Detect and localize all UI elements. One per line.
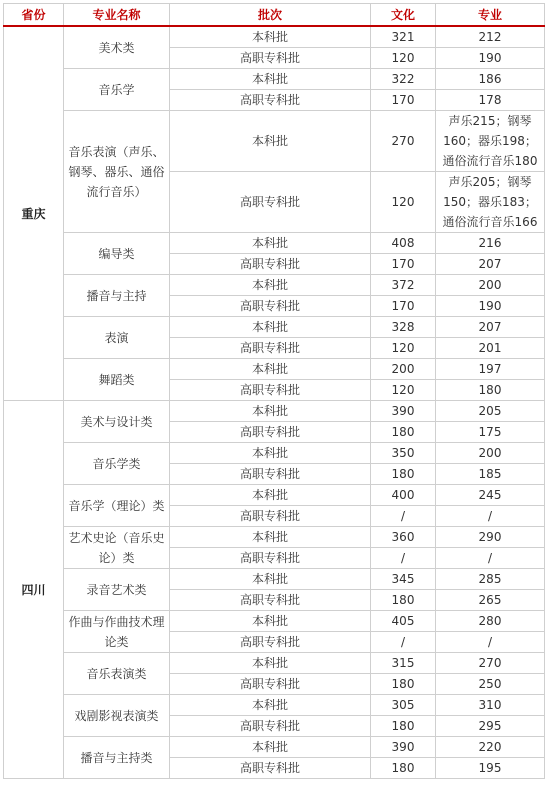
batch-cell: 高职专科批 <box>170 590 371 611</box>
culture-score: 315 <box>371 653 436 674</box>
table-row <box>4 653 545 674</box>
batch-cell: 高职专科批 <box>170 548 371 569</box>
table-row <box>4 26 545 48</box>
specialty-score: 290 <box>436 527 545 548</box>
major-cell: 作曲与作曲技术理论类 <box>64 611 170 653</box>
specialty-score: 200 <box>436 275 545 296</box>
batch-cell: 本科批 <box>170 443 371 464</box>
specialty-score: 190 <box>436 48 545 69</box>
specialty-score: 310 <box>436 695 545 716</box>
batch-cell: 本科批 <box>170 653 371 674</box>
major-cell: 音乐表演（声乐、钢琴、器乐、通俗流行音乐） <box>64 111 170 233</box>
specialty-score: 207 <box>436 317 545 338</box>
table-row <box>4 359 545 380</box>
culture-score: 350 <box>371 443 436 464</box>
culture-score: 390 <box>371 737 436 758</box>
culture-score: 405 <box>371 611 436 632</box>
major-cell: 音乐学类 <box>64 443 170 485</box>
header-major: 专业名称 <box>64 4 170 27</box>
specialty-score: 205 <box>436 401 545 422</box>
specialty-score: 207 <box>436 254 545 275</box>
major-cell: 戏剧影视表演类 <box>64 695 170 737</box>
culture-score: 180 <box>371 464 436 485</box>
culture-score: 180 <box>371 758 436 779</box>
batch-cell: 本科批 <box>170 695 371 716</box>
specialty-score: 197 <box>436 359 545 380</box>
batch-cell: 高职专科批 <box>170 422 371 443</box>
culture-score: 321 <box>371 26 436 48</box>
culture-score: 120 <box>371 172 436 233</box>
table-row <box>4 737 545 758</box>
specialty-score: 声乐215；钢琴160；器乐198；通俗流行音乐180 <box>436 111 545 172</box>
specialty-score: 200 <box>436 443 545 464</box>
batch-cell: 高职专科批 <box>170 674 371 695</box>
major-cell: 美术类 <box>64 26 170 69</box>
batch-cell: 高职专科批 <box>170 506 371 527</box>
specialty-score: 190 <box>436 296 545 317</box>
table-row <box>4 275 545 296</box>
batch-cell: 高职专科批 <box>170 758 371 779</box>
batch-cell: 本科批 <box>170 69 371 90</box>
culture-score: 170 <box>371 90 436 111</box>
batch-cell: 本科批 <box>170 737 371 758</box>
specialty-score: 250 <box>436 674 545 695</box>
table-row <box>4 695 545 716</box>
specialty-score: 295 <box>436 716 545 737</box>
specialty-score: 212 <box>436 26 545 48</box>
culture-score: 180 <box>371 674 436 695</box>
specialty-score: 180 <box>436 380 545 401</box>
batch-cell: 本科批 <box>170 111 371 172</box>
batch-cell: 高职专科批 <box>170 254 371 275</box>
table-header-row <box>4 4 545 27</box>
major-cell: 音乐表演类 <box>64 653 170 695</box>
batch-cell: 本科批 <box>170 359 371 380</box>
specialty-score: / <box>436 506 545 527</box>
batch-cell: 本科批 <box>170 569 371 590</box>
province-cell: 四川 <box>4 401 64 779</box>
specialty-score: 185 <box>436 464 545 485</box>
specialty-score: 175 <box>436 422 545 443</box>
batch-cell: 高职专科批 <box>170 632 371 653</box>
table-row <box>4 569 545 590</box>
major-cell: 表演 <box>64 317 170 359</box>
table-row <box>4 111 545 172</box>
table-row <box>4 485 545 506</box>
major-cell: 播音与主持类 <box>64 737 170 779</box>
culture-score: 200 <box>371 359 436 380</box>
table-row <box>4 611 545 632</box>
batch-cell: 本科批 <box>170 26 371 48</box>
specialty-score: 280 <box>436 611 545 632</box>
culture-score: 120 <box>371 338 436 359</box>
specialty-score: 220 <box>436 737 545 758</box>
culture-score: 120 <box>371 380 436 401</box>
culture-score: 120 <box>371 48 436 69</box>
major-cell: 编导类 <box>64 233 170 275</box>
culture-score: 270 <box>371 111 436 172</box>
culture-score: 372 <box>371 275 436 296</box>
batch-cell: 本科批 <box>170 275 371 296</box>
header-culture: 文化 <box>371 4 436 27</box>
culture-score: 322 <box>371 69 436 90</box>
batch-cell: 高职专科批 <box>170 172 371 233</box>
culture-score: 170 <box>371 254 436 275</box>
major-cell: 舞蹈类 <box>64 359 170 401</box>
batch-cell: 本科批 <box>170 233 371 254</box>
specialty-score: / <box>436 632 545 653</box>
batch-cell: 本科批 <box>170 401 371 422</box>
specialty-score: 270 <box>436 653 545 674</box>
specialty-score: 265 <box>436 590 545 611</box>
culture-score: 328 <box>371 317 436 338</box>
culture-score: / <box>371 506 436 527</box>
batch-cell: 高职专科批 <box>170 380 371 401</box>
culture-score: 390 <box>371 401 436 422</box>
header-province: 省份 <box>4 4 64 27</box>
batch-cell: 高职专科批 <box>170 338 371 359</box>
major-cell: 录音艺术类 <box>64 569 170 611</box>
specialty-score: 178 <box>436 90 545 111</box>
culture-score: 408 <box>371 233 436 254</box>
culture-score: 180 <box>371 422 436 443</box>
specialty-score: 201 <box>436 338 545 359</box>
specialty-score: 声乐205；钢琴150；器乐183；通俗流行音乐166 <box>436 172 545 233</box>
culture-score: 180 <box>371 590 436 611</box>
batch-cell: 高职专科批 <box>170 90 371 111</box>
batch-cell: 高职专科批 <box>170 716 371 737</box>
culture-score: 345 <box>371 569 436 590</box>
batch-cell: 本科批 <box>170 317 371 338</box>
specialty-score: 195 <box>436 758 545 779</box>
batch-cell: 本科批 <box>170 527 371 548</box>
specialty-score: 186 <box>436 69 545 90</box>
header-specialty: 专业 <box>436 4 545 27</box>
batch-cell: 高职专科批 <box>170 464 371 485</box>
specialty-score: / <box>436 548 545 569</box>
culture-score: / <box>371 632 436 653</box>
table-row <box>4 69 545 90</box>
batch-cell: 高职专科批 <box>170 48 371 69</box>
table-row <box>4 233 545 254</box>
table-row <box>4 401 545 422</box>
table-row <box>4 527 545 548</box>
major-cell: 音乐学 <box>64 69 170 111</box>
culture-score: 360 <box>371 527 436 548</box>
batch-cell: 本科批 <box>170 485 371 506</box>
batch-cell: 高职专科批 <box>170 296 371 317</box>
province-cell: 重庆 <box>4 26 64 401</box>
header-batch: 批次 <box>170 4 371 27</box>
table-row <box>4 443 545 464</box>
culture-score: / <box>371 548 436 569</box>
major-cell: 音乐学（理论）类 <box>64 485 170 527</box>
batch-cell: 本科批 <box>170 611 371 632</box>
score-table <box>3 3 545 779</box>
table-row <box>4 317 545 338</box>
culture-score: 180 <box>371 716 436 737</box>
culture-score: 305 <box>371 695 436 716</box>
culture-score: 170 <box>371 296 436 317</box>
specialty-score: 285 <box>436 569 545 590</box>
major-cell: 美术与设计类 <box>64 401 170 443</box>
culture-score: 400 <box>371 485 436 506</box>
specialty-score: 216 <box>436 233 545 254</box>
major-cell: 艺术史论（音乐史论）类 <box>64 527 170 569</box>
major-cell: 播音与主持 <box>64 275 170 317</box>
specialty-score: 245 <box>436 485 545 506</box>
